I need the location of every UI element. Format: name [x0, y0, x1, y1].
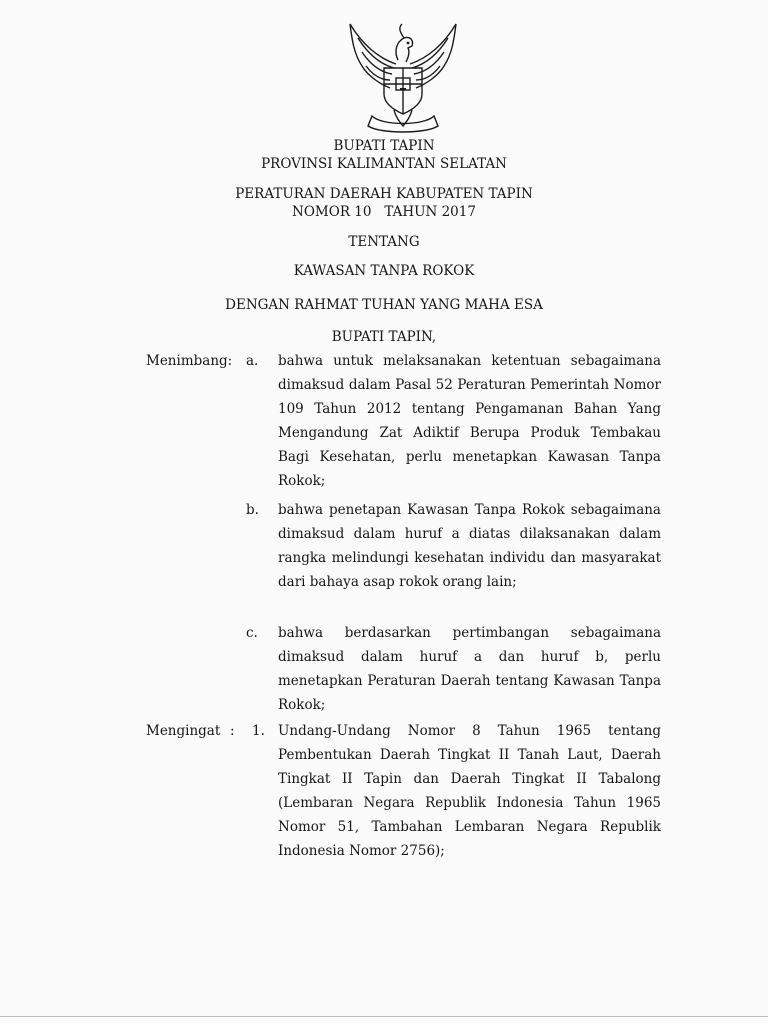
regulation-title: PERATURAN DAERAH KABUPATEN TAPIN	[235, 186, 533, 202]
considering-item-b-marker: b.	[246, 502, 259, 518]
considering-colon: :	[227, 353, 233, 369]
considering-item-a-marker: a.	[246, 353, 259, 369]
invocation-line: DENGAN RAHMAT TUHAN YANG MAHA ESA	[225, 297, 543, 313]
authority-name: BUPATI TAPIN	[333, 138, 435, 154]
remembering-colon: :	[230, 723, 235, 739]
regulation-subject: KAWASAN TANPA ROKOK	[293, 263, 475, 279]
remembering-item-1-marker: 1.	[252, 723, 265, 739]
heading-block	[0, 137, 768, 173]
considering-item-a-text: bahwa untuk melaksanakan ketentuan sebagaimana dimaksud dalam Pasal 52 Peraturan Pemerintah Nomor 109 Tahun 2012 tentang Pengamanan Bahan Yang Mengandung Zat Adiktif Berupa Produk Tembakau Bagi Kesehatan, perlu menetapkan Kawasan Tanpa Rokok;	[278, 353, 661, 489]
province-name: PROVINSI KALIMANTAN SELATAN	[261, 156, 507, 172]
considering-item-c-text: bahwa berdasarkan pertimbangan sebagaimana dimaksud dalam huruf a dan huruf b, perlu menetapkan Peraturan Daerah tentang Kawasan Tanpa Rokok;	[278, 625, 661, 713]
remembering-label-block	[146, 719, 235, 743]
regulation-block	[0, 185, 768, 221]
about-label: TENTANG	[348, 234, 420, 250]
issuer-line: BUPATI TAPIN,	[331, 329, 437, 345]
considering-label-block	[146, 349, 232, 373]
garuda-emblem-icon	[338, 18, 468, 136]
considering-label: Menimbang	[146, 353, 228, 369]
considering-item-c-marker: c.	[246, 625, 258, 641]
remembering-label: Mengingat	[146, 723, 221, 739]
considering-item-b-text: bahwa penetapan Kawasan Tanpa Rokok sebagaimana dimaksud dalam huruf a diatas dilaksanakan dalam rangka melindungi kesehatan individu dan masyarakat dari bahaya asap rokok orang lain;	[278, 502, 661, 590]
regulation-number: NOMOR 10 TAHUN 2017	[292, 204, 476, 220]
page-bottom-rule	[0, 1016, 768, 1017]
remembering-item-1-text: Undang-Undang Nomor 8 Tahun 1965 tentang Pembentukan Daerah Tingkat II Tanah Laut, Daerah Tingkat II Tapin dan Daerah Tingkat II Tabalong (Lembaran Negara Republik Indonesia Tahun 1965 Nomor 51, Tambahan Lembaran Negara Republik Indonesia Nomor 2756);	[278, 723, 661, 859]
